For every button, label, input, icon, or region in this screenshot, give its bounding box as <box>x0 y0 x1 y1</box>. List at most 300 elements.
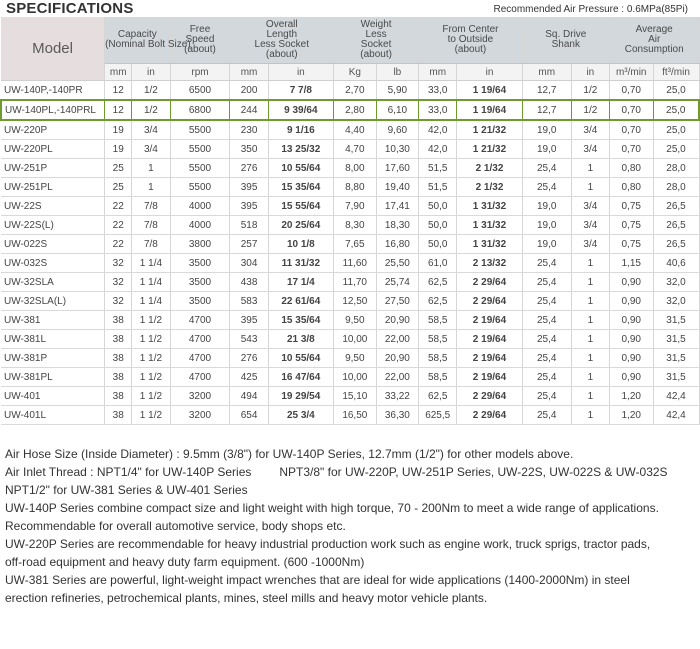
spec-cell: 0,90 <box>609 330 653 349</box>
spec-cell: 3/4 <box>571 216 609 235</box>
spec-cell: 62,5 <box>419 387 457 406</box>
spec-cell: 20,90 <box>376 349 419 368</box>
unit-cell: in <box>457 64 522 81</box>
spec-cell: 350 <box>230 140 268 159</box>
spec-cell: 32 <box>105 292 132 311</box>
spec-cell: 1,15 <box>609 254 653 273</box>
model-cell: UW-401L <box>1 406 105 425</box>
unit-row <box>1 64 699 81</box>
unit-cell: lb <box>376 64 419 81</box>
spec-cell: 7 7/8 <box>268 81 333 101</box>
table-row <box>1 311 699 330</box>
spec-cell: 4000 <box>170 216 230 235</box>
pressure-note: Recommended Air Pressure : 0.6MPa(85Pi) <box>493 4 688 15</box>
spec-body <box>1 81 699 425</box>
spec-cell: 200 <box>230 81 268 101</box>
spec-cell: 583 <box>230 292 268 311</box>
model-cell: UW-022S <box>1 235 105 254</box>
spec-cell: 3200 <box>170 406 230 425</box>
spec-cell: 19,0 <box>522 140 571 159</box>
model-cell: UW-381L <box>1 330 105 349</box>
spec-cell: 42,4 <box>653 406 699 425</box>
spec-cell: 8,30 <box>334 216 377 235</box>
model-cell: UW-381 <box>1 311 105 330</box>
spec-cell: 1 1/4 <box>132 273 170 292</box>
spec-cell: 2 19/64 <box>457 349 522 368</box>
spec-cell: 20 25/64 <box>268 216 333 235</box>
spec-cell: 27,50 <box>376 292 419 311</box>
model-cell: UW-381P <box>1 349 105 368</box>
spec-cell: 4700 <box>170 330 230 349</box>
model-cell: UW-140PL,-140PRL <box>1 100 105 120</box>
spec-cell: 25,4 <box>522 387 571 406</box>
spec-cell: 11,70 <box>334 273 377 292</box>
table-row <box>1 178 699 197</box>
spec-cell: 395 <box>230 178 268 197</box>
table-row <box>1 159 699 178</box>
table-row <box>1 292 699 311</box>
spec-cell: 25,0 <box>653 100 699 120</box>
table-row <box>1 197 699 216</box>
spec-cell: 2,70 <box>334 81 377 101</box>
spec-cell: 19 <box>105 120 132 140</box>
spec-cell: 8,80 <box>334 178 377 197</box>
spec-cell: 22 <box>105 216 132 235</box>
table-row <box>1 330 699 349</box>
spec-cell: 518 <box>230 216 268 235</box>
table-row <box>1 100 699 120</box>
spec-cell: 38 <box>105 311 132 330</box>
model-cell: UW-32SLA <box>1 273 105 292</box>
spec-cell: 16 47/64 <box>268 368 333 387</box>
table-row <box>1 349 699 368</box>
spec-cell: 1 <box>571 292 609 311</box>
spec-cell: 1,20 <box>609 406 653 425</box>
spec-cell: 25 <box>105 178 132 197</box>
spec-cell: 12 <box>105 81 132 101</box>
spec-cell: 16,80 <box>376 235 419 254</box>
spec-cell: 276 <box>230 349 268 368</box>
spec-cell: 33,0 <box>419 100 457 120</box>
spec-cell: 438 <box>230 273 268 292</box>
spec-cell: 1 1/2 <box>132 330 170 349</box>
note-hose: Air Hose Size (Inside Diameter) : 9.5mm (3/8") for UW-140P Series, 12.7mm (1/2") for other models above. <box>5 447 574 461</box>
spec-cell: 5500 <box>170 120 230 140</box>
spec-cell: 10 1/8 <box>268 235 333 254</box>
spec-cell: 42,0 <box>419 120 457 140</box>
spec-cell: 1 <box>571 349 609 368</box>
spec-cell: 11 31/32 <box>268 254 333 273</box>
spec-cell: 25 3/4 <box>268 406 333 425</box>
spec-cell: 12,7 <box>522 81 571 101</box>
spec-cell: 9 39/64 <box>268 100 333 120</box>
spec-cell: 19 <box>105 140 132 159</box>
spec-cell: 0,75 <box>609 216 653 235</box>
spec-cell: 25,4 <box>522 254 571 273</box>
spec-cell: 1 21/32 <box>457 140 522 159</box>
spec-cell: 10 55/64 <box>268 349 333 368</box>
spec-cell: 9,50 <box>334 311 377 330</box>
unit-cell: in <box>132 64 170 81</box>
spec-cell: 25,50 <box>376 254 419 273</box>
table-row <box>1 81 699 101</box>
spec-cell: 25,4 <box>522 349 571 368</box>
model-cell: UW-251P <box>1 159 105 178</box>
spec-cell: 4000 <box>170 197 230 216</box>
spec-cell: 32 <box>105 254 132 273</box>
spec-cell: 5500 <box>170 178 230 197</box>
spec-cell: 7/8 <box>132 235 170 254</box>
spec-cell: 0,90 <box>609 349 653 368</box>
spec-cell: 25,4 <box>522 330 571 349</box>
spec-cell: 25,4 <box>522 311 571 330</box>
model-cell: UW-220PL <box>1 140 105 159</box>
spec-cell: 38 <box>105 349 132 368</box>
spec-cell: 1 1/4 <box>132 254 170 273</box>
header-speed: Free Speed (about) <box>170 17 230 64</box>
spec-cell: 12 <box>105 100 132 120</box>
spec-cell: 0,70 <box>609 140 653 159</box>
spec-cell: 1 <box>571 159 609 178</box>
spec-cell: 22 <box>105 235 132 254</box>
spec-cell: 25,0 <box>653 140 699 159</box>
spec-cell: 1 1/2 <box>132 387 170 406</box>
spec-cell: 31,5 <box>653 349 699 368</box>
spec-cell: 31,5 <box>653 330 699 349</box>
spec-cell: 32,0 <box>653 292 699 311</box>
header-length: Overall Length Less Socket (about) <box>230 17 334 64</box>
spec-cell: 2 19/64 <box>457 311 522 330</box>
spec-cell: 61,0 <box>419 254 457 273</box>
spec-cell: 33,22 <box>376 387 419 406</box>
spec-cell: 62,5 <box>419 273 457 292</box>
spec-cell: 0,90 <box>609 292 653 311</box>
spec-cell: 2 29/64 <box>457 406 522 425</box>
spec-cell: 6,10 <box>376 100 419 120</box>
spec-cell: 9,60 <box>376 120 419 140</box>
spec-cell: 2 29/64 <box>457 273 522 292</box>
spec-cell: 0,90 <box>609 311 653 330</box>
table-row <box>1 140 699 159</box>
spec-cell: 6500 <box>170 81 230 101</box>
model-cell: UW-381PL <box>1 368 105 387</box>
spec-cell: 6800 <box>170 100 230 120</box>
spec-cell: 0,80 <box>609 159 653 178</box>
spec-cell: 1 1/2 <box>132 368 170 387</box>
spec-cell: 36,30 <box>376 406 419 425</box>
spec-cell: 1 <box>132 178 170 197</box>
spec-cell: 38 <box>105 387 132 406</box>
spec-cell: 32,0 <box>653 273 699 292</box>
header-air: Average Air Consumption <box>609 17 699 64</box>
spec-cell: 8,00 <box>334 159 377 178</box>
spec-cell: 12,50 <box>334 292 377 311</box>
spec-cell: 22 61/64 <box>268 292 333 311</box>
table-row <box>1 368 699 387</box>
spec-cell: 4700 <box>170 368 230 387</box>
spec-cell: 51,5 <box>419 178 457 197</box>
spec-table-wrap <box>0 17 700 425</box>
unit-cell: mm <box>105 64 132 81</box>
spec-cell: 50,0 <box>419 216 457 235</box>
model-cell: UW-401 <box>1 387 105 406</box>
spec-cell: 7/8 <box>132 216 170 235</box>
spec-cell: 4700 <box>170 311 230 330</box>
spec-cell: 1 31/32 <box>457 235 522 254</box>
page-title: SPECIFICATIONS <box>6 0 134 17</box>
table-row <box>1 273 699 292</box>
spec-cell: 0,70 <box>609 81 653 101</box>
spec-cell: 15 55/64 <box>268 197 333 216</box>
spec-cell: 3200 <box>170 387 230 406</box>
note-inlet: Air Inlet Thread : NPT1/4" for UW-140P Series NPT3/8" for UW-220P, UW-251P Series, UW-22S, UW-022S & UW-032S <box>5 465 668 479</box>
unit-cell: m³/min <box>609 64 653 81</box>
spec-cell: 1 <box>571 387 609 406</box>
spec-cell: 58,5 <box>419 311 457 330</box>
spec-cell: 543 <box>230 330 268 349</box>
spec-cell: 494 <box>230 387 268 406</box>
spec-cell: 42,4 <box>653 387 699 406</box>
note-140p: UW-140P Series combine compact size and light weight with high torque, 70 - 200Nm to meet a wide range of applications. <box>5 501 659 515</box>
spec-cell: 3/4 <box>571 235 609 254</box>
spec-cell: 425 <box>230 368 268 387</box>
spec-cell: 31,5 <box>653 311 699 330</box>
spec-cell: 25,4 <box>522 273 571 292</box>
spec-cell: 19,0 <box>522 197 571 216</box>
spec-cell: 304 <box>230 254 268 273</box>
spec-cell: 2 1/32 <box>457 178 522 197</box>
spec-cell: 25,4 <box>522 159 571 178</box>
spec-cell: 26,5 <box>653 235 699 254</box>
header-weight: Weight Less Socket (about) <box>334 17 419 64</box>
header-center: From Center to Outside (about) <box>419 17 523 64</box>
spec-cell: 22,00 <box>376 368 419 387</box>
unit-cell: mm <box>230 64 268 81</box>
table-row <box>1 235 699 254</box>
spec-cell: 25 <box>105 159 132 178</box>
spec-cell: 5500 <box>170 159 230 178</box>
spec-cell: 32 <box>105 273 132 292</box>
spec-cell: 1 <box>571 406 609 425</box>
spec-cell: 19,0 <box>522 120 571 140</box>
header-row <box>1 17 699 64</box>
spec-cell: 58,5 <box>419 330 457 349</box>
spec-cell: 18,30 <box>376 216 419 235</box>
spec-cell: 42,0 <box>419 140 457 159</box>
spec-cell: 19,0 <box>522 216 571 235</box>
unit-cell: in <box>268 64 333 81</box>
spec-cell: 3800 <box>170 235 230 254</box>
spec-cell: 13 25/32 <box>268 140 333 159</box>
spec-cell: 1 <box>571 254 609 273</box>
spec-cell: 25,4 <box>522 292 571 311</box>
unit-cell: in <box>571 64 609 81</box>
spec-cell: 1 <box>571 273 609 292</box>
header-shank: Sq. Drive Shank <box>522 17 609 64</box>
table-row <box>1 406 699 425</box>
spec-cell: 38 <box>105 368 132 387</box>
spec-cell: 11,60 <box>334 254 377 273</box>
spec-cell: 28,0 <box>653 159 699 178</box>
spec-cell: 7,90 <box>334 197 377 216</box>
spec-cell: 5500 <box>170 140 230 159</box>
table-row <box>1 120 699 140</box>
spec-cell: 1/2 <box>132 100 170 120</box>
spec-cell: 28,0 <box>653 178 699 197</box>
note-inlet-2: NPT1/2" for UW-381 Series & UW-401 Series <box>5 483 248 497</box>
spec-cell: 1 19/64 <box>457 81 522 101</box>
table-row <box>1 254 699 273</box>
spec-cell: 0,70 <box>609 120 653 140</box>
spec-cell: 1/2 <box>571 100 609 120</box>
spec-table <box>0 17 700 425</box>
spec-cell: 1 <box>571 311 609 330</box>
unit-cell: ft³/min <box>653 64 699 81</box>
spec-cell: 15 35/64 <box>268 311 333 330</box>
header-capacity: Capacity (Nominal Bolt Size) <box>105 17 170 64</box>
spec-cell: 0,90 <box>609 368 653 387</box>
spec-cell: 1 31/32 <box>457 216 522 235</box>
spec-cell: 25,0 <box>653 81 699 101</box>
spec-cell: 1/2 <box>132 81 170 101</box>
spec-cell: 3/4 <box>132 140 170 159</box>
spec-cell: 2 29/64 <box>457 292 522 311</box>
spec-cell: 38 <box>105 406 132 425</box>
spec-cell: 0,70 <box>609 100 653 120</box>
spec-cell: 2 13/32 <box>457 254 522 273</box>
spec-cell: 7/8 <box>132 197 170 216</box>
spec-cell: 3500 <box>170 254 230 273</box>
spec-cell: 395 <box>230 311 268 330</box>
spec-cell: 22 <box>105 197 132 216</box>
spec-cell: 1 31/32 <box>457 197 522 216</box>
model-cell: UW-140P,-140PR <box>1 81 105 101</box>
spec-cell: 10 55/64 <box>268 159 333 178</box>
spec-cell: 1 <box>571 330 609 349</box>
model-cell: UW-251PL <box>1 178 105 197</box>
spec-cell: 1/2 <box>571 81 609 101</box>
spec-cell: 17 1/4 <box>268 273 333 292</box>
spec-cell: 4700 <box>170 349 230 368</box>
spec-cell: 4,70 <box>334 140 377 159</box>
spec-cell: 3/4 <box>132 120 170 140</box>
spec-cell: 2 1/32 <box>457 159 522 178</box>
table-row <box>1 216 699 235</box>
spec-cell: 244 <box>230 100 268 120</box>
model-cell: UW-032S <box>1 254 105 273</box>
spec-cell: 51,5 <box>419 159 457 178</box>
spec-cell: 33,0 <box>419 81 457 101</box>
notes <box>5 445 700 607</box>
spec-cell: 1 1/2 <box>132 349 170 368</box>
spec-cell: 9,50 <box>334 349 377 368</box>
spec-cell: 3/4 <box>571 140 609 159</box>
spec-cell: 25,0 <box>653 120 699 140</box>
spec-cell: 19,0 <box>522 235 571 254</box>
spec-cell: 10,30 <box>376 140 419 159</box>
unit-cell: mm <box>419 64 457 81</box>
header-model: Model <box>1 17 105 81</box>
table-row <box>1 387 699 406</box>
header-bar <box>0 0 700 17</box>
spec-cell: 15,10 <box>334 387 377 406</box>
model-cell: UW-22S <box>1 197 105 216</box>
spec-cell: 21 3/8 <box>268 330 333 349</box>
spec-cell: 2 19/64 <box>457 330 522 349</box>
spec-cell: 0,90 <box>609 273 653 292</box>
spec-cell: 395 <box>230 197 268 216</box>
note-220p-2: off-road equipment and heavy duty farm equipment. (600 -1000Nm) <box>5 555 365 569</box>
note-381: UW-381 Series are powerful, light-weight impact wrenches that are ideal for wide applications (1400-2000Nm) in steel <box>5 573 630 587</box>
spec-cell: 10,00 <box>334 368 377 387</box>
spec-cell: 1 1/4 <box>132 292 170 311</box>
spec-cell: 38 <box>105 330 132 349</box>
spec-cell: 25,4 <box>522 406 571 425</box>
spec-cell: 22,00 <box>376 330 419 349</box>
spec-cell: 19 29/54 <box>268 387 333 406</box>
spec-cell: 10,00 <box>334 330 377 349</box>
spec-cell: 62,5 <box>419 292 457 311</box>
spec-cell: 26,5 <box>653 216 699 235</box>
spec-cell: 230 <box>230 120 268 140</box>
spec-cell: 9 1/16 <box>268 120 333 140</box>
spec-cell: 25,4 <box>522 368 571 387</box>
spec-cell: 50,0 <box>419 235 457 254</box>
model-cell: UW-32SLA(L) <box>1 292 105 311</box>
spec-cell: 257 <box>230 235 268 254</box>
spec-cell: 20,90 <box>376 311 419 330</box>
spec-cell: 58,5 <box>419 349 457 368</box>
spec-cell: 1 <box>571 368 609 387</box>
spec-cell: 17,41 <box>376 197 419 216</box>
note-220p: UW-220P Series are recommendable for heavy industrial production work such as engine work, truck sprigs, tractor pads, <box>5 537 651 551</box>
spec-cell: 3500 <box>170 273 230 292</box>
spec-cell: 625,5 <box>419 406 457 425</box>
unit-cell: rpm <box>170 64 230 81</box>
spec-cell: 0,80 <box>609 178 653 197</box>
spec-cell: 3/4 <box>571 197 609 216</box>
spec-cell: 1 21/32 <box>457 120 522 140</box>
spec-cell: 2,80 <box>334 100 377 120</box>
model-cell: UW-22S(L) <box>1 216 105 235</box>
spec-cell: 1 19/64 <box>457 100 522 120</box>
spec-cell: 15 35/64 <box>268 178 333 197</box>
spec-cell: 1 <box>132 159 170 178</box>
spec-cell: 1 <box>571 178 609 197</box>
spec-cell: 12,7 <box>522 100 571 120</box>
spec-cell: 26,5 <box>653 197 699 216</box>
spec-cell: 16,50 <box>334 406 377 425</box>
spec-cell: 19,40 <box>376 178 419 197</box>
spec-cell: 1,20 <box>609 387 653 406</box>
spec-cell: 31,5 <box>653 368 699 387</box>
spec-cell: 17,60 <box>376 159 419 178</box>
spec-cell: 1 1/2 <box>132 311 170 330</box>
model-cell: UW-220P <box>1 120 105 140</box>
spec-cell: 40,6 <box>653 254 699 273</box>
spec-cell: 2 29/64 <box>457 387 522 406</box>
spec-cell: 276 <box>230 159 268 178</box>
spec-cell: 0,75 <box>609 235 653 254</box>
spec-cell: 654 <box>230 406 268 425</box>
unit-cell: Kg <box>334 64 377 81</box>
spec-cell: 0,75 <box>609 197 653 216</box>
spec-cell: 25,4 <box>522 178 571 197</box>
spec-cell: 25,74 <box>376 273 419 292</box>
spec-cell: 3/4 <box>571 120 609 140</box>
spec-cell: 50,0 <box>419 197 457 216</box>
spec-cell: 58,5 <box>419 368 457 387</box>
